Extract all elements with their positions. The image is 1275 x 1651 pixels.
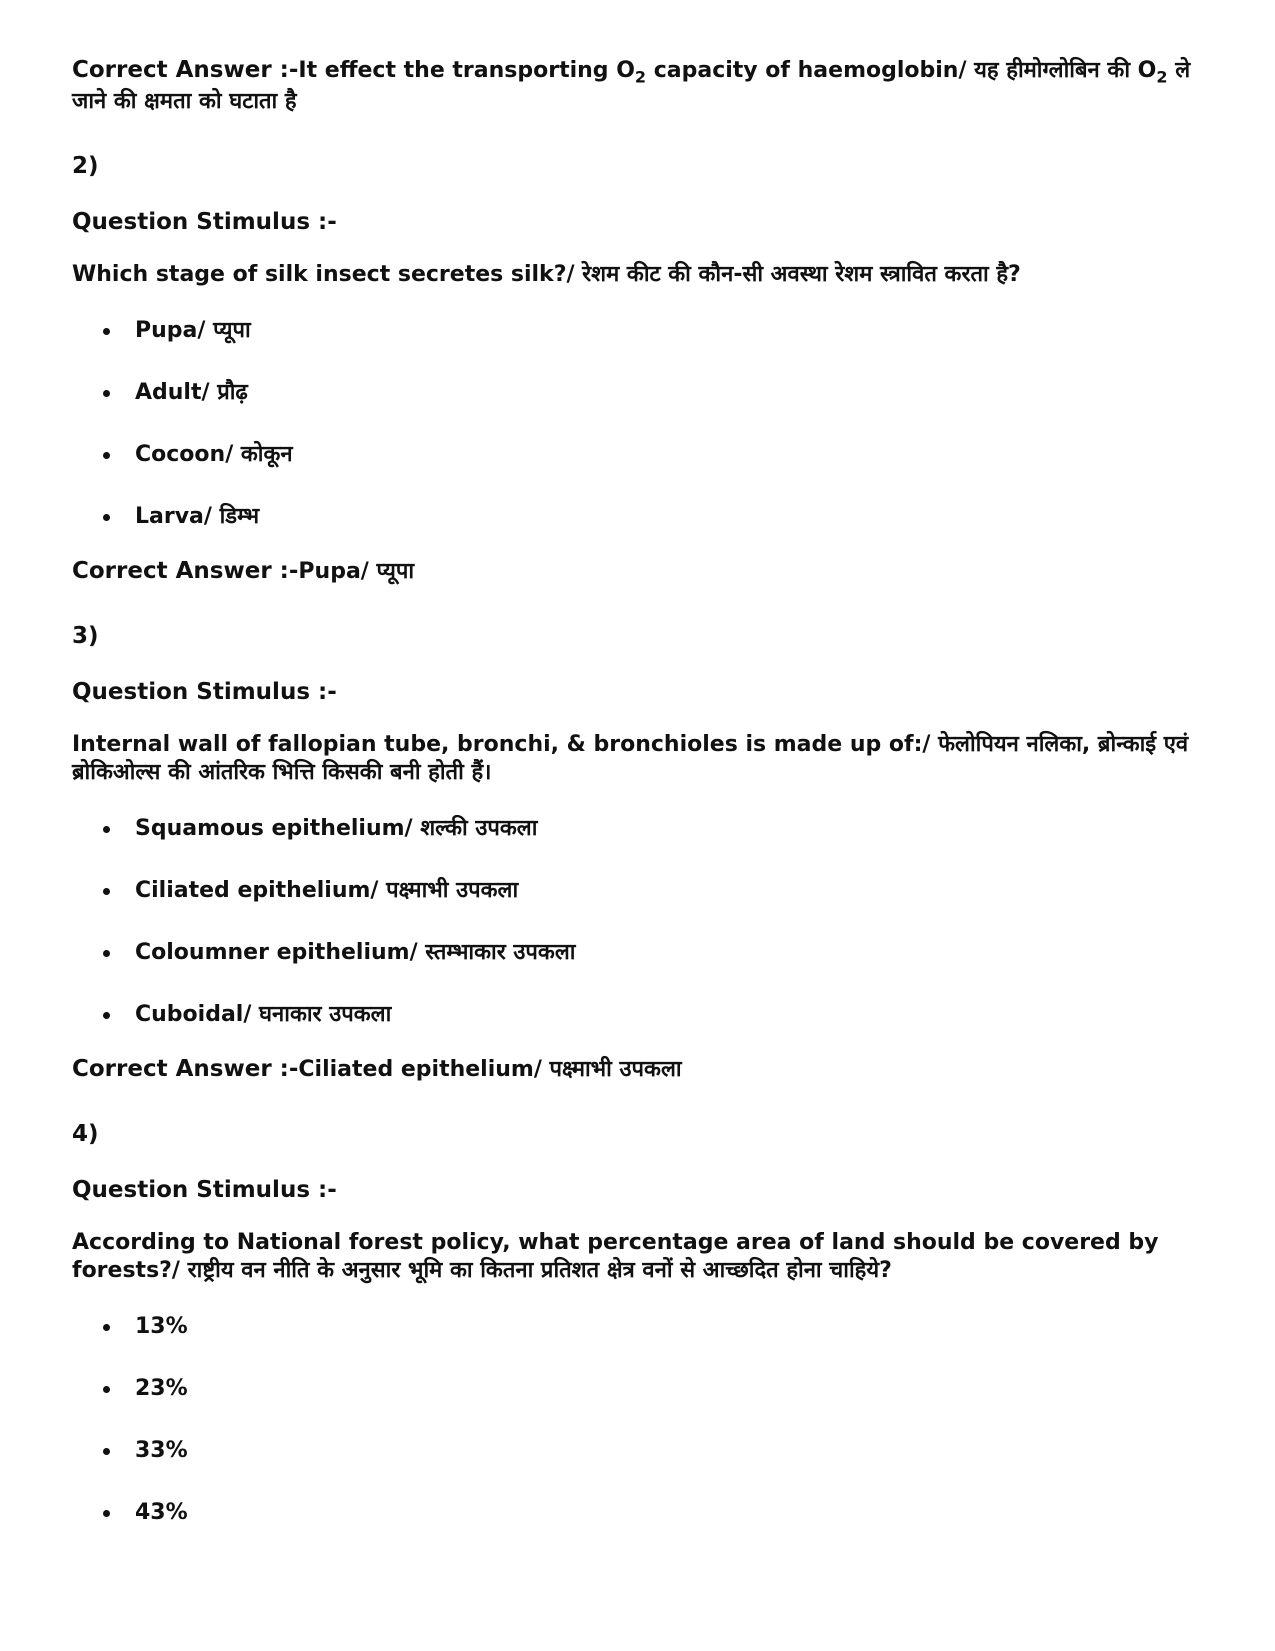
options-list xyxy=(72,814,1212,1030)
bullet-icon xyxy=(103,328,110,335)
option-item xyxy=(72,814,1212,844)
answer-text-part1: It effect the transporting O xyxy=(298,58,635,83)
answer-label: Correct Answer :- xyxy=(72,57,299,83)
option-item xyxy=(72,938,1212,968)
bullet-icon xyxy=(103,1448,110,1455)
option-text: Ciliated epithelium/ पक्ष्माभी उपकला xyxy=(135,878,519,903)
option-text: 43% xyxy=(135,1500,188,1525)
bullet-icon xyxy=(103,1012,110,1019)
option-text: Adult/ प्रौढ़ xyxy=(135,380,248,405)
question-block xyxy=(72,621,1212,1085)
answer-label: Correct Answer :- xyxy=(72,1056,299,1082)
options-list xyxy=(72,316,1212,532)
bullet-icon xyxy=(103,826,110,833)
option-text: Squamous epithelium/ शल्की उपकला xyxy=(135,816,538,841)
previous-correct-answer xyxy=(72,55,1212,117)
option-text: 33% xyxy=(135,1438,188,1463)
question-block xyxy=(72,151,1212,587)
subscript-2: 2 xyxy=(634,67,647,87)
option-item xyxy=(72,1436,1212,1466)
option-item xyxy=(72,378,1212,408)
question-number: 4) xyxy=(72,1121,99,1147)
answer-text: Ciliated epithelium/ पक्ष्माभी उपकला xyxy=(298,1057,682,1082)
option-item xyxy=(72,1312,1212,1342)
question-text: Which stage of silk insect secretes silk?/ रेशम कीट की कौन-सी अवस्था रेशम स्त्रावित करता है? xyxy=(72,262,1021,287)
correct-answer xyxy=(72,1054,1212,1085)
question-block xyxy=(72,1119,1212,1528)
document-page xyxy=(72,55,1212,1560)
bullet-icon xyxy=(103,1510,110,1517)
bullet-icon xyxy=(103,452,110,459)
option-text: Pupa/ प्यूपा xyxy=(135,318,251,343)
answer-label: Correct Answer :- xyxy=(72,558,299,584)
bullet-icon xyxy=(103,390,110,397)
question-stimulus-label: Question Stimulus :- xyxy=(72,679,337,705)
question-number: 3) xyxy=(72,623,99,649)
bullet-icon xyxy=(103,950,110,957)
question-text: Internal wall of fallopian tube, bronchi, & bronchioles is made up of:/ फेलोपियन नलिका, ब्रोन्काई एवं ब्रोकिओल्स की आंतरिक भित्ति किसकी बनी होती हैं। xyxy=(72,732,1189,785)
question-text: According to National forest policy, what percentage area of land should be covered by forests?/ राष्ट्रीय वन नीति के अनुसार भूमि का कितना प्रतिशत क्षेत्र वनों से आच्छदित होना चाहिये? xyxy=(72,1230,1159,1283)
option-item xyxy=(72,316,1212,346)
option-item xyxy=(72,1498,1212,1528)
answer-text-part3: ले जाने की क्षमता को घटाता है xyxy=(72,58,1191,114)
question-number: 2) xyxy=(72,153,99,179)
option-item xyxy=(72,1000,1212,1030)
question-stimulus-label: Question Stimulus :- xyxy=(72,1177,337,1203)
option-item xyxy=(72,440,1212,470)
bullet-icon xyxy=(103,1324,110,1331)
option-item xyxy=(72,502,1212,532)
answer-text-part2: capacity of haemoglobin/ यह हीमोग्लोबिन की O xyxy=(646,58,1157,83)
question-stimulus-label: Question Stimulus :- xyxy=(72,209,337,235)
option-text: Cocoon/ कोकून xyxy=(135,442,293,467)
bullet-icon xyxy=(103,1386,110,1393)
correct-answer xyxy=(72,556,1212,587)
option-item xyxy=(72,1374,1212,1404)
option-item xyxy=(72,876,1212,906)
options-list xyxy=(72,1312,1212,1528)
answer-text: Pupa/ प्यूपा xyxy=(298,559,415,584)
bullet-icon xyxy=(103,514,110,521)
option-text: 23% xyxy=(135,1376,188,1401)
option-text: Larva/ डिम्भ xyxy=(135,504,260,529)
option-text: Cuboidal/ घनाकार उपकला xyxy=(135,1002,392,1027)
option-text: 13% xyxy=(135,1314,188,1339)
bullet-icon xyxy=(103,888,110,895)
subscript-2: 2 xyxy=(1156,67,1168,87)
option-text: Coloumner epithelium/ स्तम्भाकार उपकला xyxy=(135,940,576,965)
